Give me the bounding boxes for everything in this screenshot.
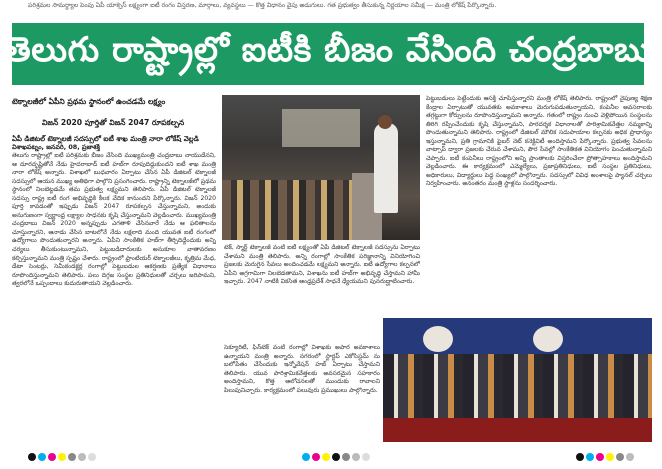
stage-group-photo [383, 318, 652, 442]
headline-banner [4, 23, 652, 85]
speaker-photo [222, 95, 420, 240]
column-2-text: టెక్, స్మార్ట్ టెక్నాలజీ వంటి ఐటీ లక్ష్యంతో ఏపీ డిజిటల్ టెక్నాలజీ సదస్సును ఏర్పాటు చేశామని మంత్రి తెలిపారు. అన్ని రంగాల్లో సాంకేతిక పరిజ్ఞానాన్ని వినియోగించి ప్రజలకు మెరుగైన సేవలు అందించడమే లక్ష్యమని అన్నారు. ఐటీ ఉద్యోగాల కల్పనలో ఏపీని అగ్రగామిగా నిలబెడతామని, విశాఖను ఐటీ హబ్‌గా అభివృద్ధి చేస్తామని హామీ ఇచ్చారు. 2047 నాటికి వికసిత ఆంధ్రప్రదేశ్ సాధనే ధ్యేయమని పునరుద్ఘాటించారు. [224, 244, 420, 286]
speaker-head [378, 115, 392, 129]
article-column-1 [12, 152, 216, 442]
column-3-text: పెట్టుబడులు పెట్టేందుకు ఆసక్తి చూపిస్తున్నారని మంత్రి లోకేష్ తెలిపారు. రాష్ట్రంలో నైపుణ్య శిక్షణ కేంద్రాల ఏర్పాటుతో యువతకు అవకాశాలు మెరుగుపడుతున్నాయని, కంపెనీల అవసరాలకు తగ్గట్టుగా కోర్సులను రూపొందిస్తున్నామని అన్నారు. గతంలో రాష్ట్రం నుంచి వెళ్లిపోయిన సంస్థలను తిరిగి రప్పించేందుకు కృషి చేస్తున్నామని, పారదర్శక విధానాలతో పారిశ్రామికవేత్తల నమ్మకాన్ని పొందుతున్నామని తెలిపారు. రాష్ట్రంలో డిజిటల్ మౌలిక సదుపాయాల కల్పనకు అధిక ప్రాధాన్యం ఇస్తున్నామని, ప్రతి గ్రామానికి ఫైబర్ నెట్ కనెక్టివిటీ అందిస్తామని పేర్కొన్నారు. ప్రభుత్వ సేవలను వాట్సాప్ ద్వారా ప్రజలకు చేరువ చేశామని, పౌర సేవల్లో సాంకేతికత వినియోగం పెంచుతున్నామని చెప్పారు. ఐటీ కంపెనీలు రాష్ట్రంలోని అన్ని ప్రాంతాలకు విస్తరించేలా ప్రోత్సాహకాలు అందిస్తామని వెల్లడించారు. ఈ కార్యక్రమంలో ఎమ్మెల్యేలు, ప్రజాప్రతినిధులు, ఐటీ సంస్థల ప్రతినిధులు, అధికారులు, విద్యార్థులు పెద్ద సంఖ్యలో పాల్గొన్నారు. సదస్సులో వివిధ అంశాలపై ప్యానల్ చర్చలు నిర్వహించారు. అనంతరం మంత్రి స్టాళ్లను సందర్శించారు. [426, 95, 652, 188]
subhead-3: ఏపీ డిజిటల్ టెక్నాలజీ సదస్సులో ఐటీ శాఖ మంత్రి నారా లోకేష్ వెల్లడి [12, 135, 199, 143]
dignitaries-row [383, 354, 652, 426]
article-column-4 [224, 344, 380, 440]
article-column-3 [426, 95, 652, 310]
top-strip [0, 0, 662, 12]
dateline: విశాఖపట్నం, జనవరి, 08, ప్రజాశక్తి [12, 143, 100, 151]
headline: తెలుగు రాష్ట్రాల్లో ఐటీకి బీజం వేసింది చంద్రబాబు [4, 30, 652, 70]
color-registration-marks [576, 453, 634, 461]
backdrop-portrait [533, 326, 563, 352]
backdrop-portrait [423, 326, 453, 352]
subhead-2: విజన్ 2020 పూర్తితో విజన్ 2047 రూపకల్పన [42, 118, 185, 127]
stage-screen [282, 109, 360, 147]
subhead-1: టెక్నాలజీలో ఏపీని ప్రథమ స్థానంలో ఉంచడమే లక్ష్యం [12, 97, 166, 106]
column-1-text: తెలుగు రాష్ట్రాల్లో ఐటీ పరిశ్రమకు బీజం వేసింది ముఖ్యమంత్రి చంద్రబాబు నాయుడేనని, ఆ దూరదృష్టితోనే నేడు హైదరాబాద్ ఐటీ హబ్‌గా రూపుదిద్దుకుందని ఐటీ శాఖ మంత్రి నారా లోకేష్ అన్నారు. విశాఖలో బుధవారం ఏర్పాటు చేసిన ఏపీ డిజిటల్ టెక్నాలజీ సదస్సులో ఆయన ముఖ్య అతిథిగా పాల్గొని ప్రసంగించారు. రాష్ట్రాన్ని టెక్నాలజీలో ప్రథమ స్థానంలో నిలబెట్టడమే తమ ప్రభుత్వ లక్ష్యమని తెలిపారు. ఏపీ డిజిటల్ టెక్నాలజీ సదస్సు రాష్ట్ర ఐటీ రంగ అభివృద్ధికి కీలక వేదిక కానుందని పేర్కొన్నారు. విజన్ 2020 పూర్తి కావడంతో ఇప్పుడు విజన్ 2047 రూపకల్పన చేస్తున్నామని, అందుకు అనుగుణంగా స్వర్ణాంధ్ర లక్ష్యాల సాధనకు కృషి చేస్తున్నామని వెల్లడించారు. ముఖ్యమంత్రి చంద్రబాబు విజన్ 2020 అన్నప్పుడు ఎగతాళి చేసినవారే నేడు ఆ ఫలితాలను చూస్తున్నారని, ఆనాడు వేసిన బాటలోనే నేడు లక్షలాది మంది యువత ఐటీ రంగంలో ఉద్యోగాలు పొందుతున్నారని అన్నారు. ఏపీని సాంకేతిక హబ్‌గా తీర్చిదిద్దేందుకు అన్ని చర్యలు తీసుకుంటున్నామని, పెట్టుబడిదారులకు అనుకూల వాతావరణం కల్పిస్తున్నామని మంత్రి స్పష్టం చేశారు. రాష్ట్రంలో ఫ్రాంటియర్ టెక్నాలజీలు, కృత్రిమ మేధ, డేటా సెంటర్లు, సెమీకండక్టర్ల రంగాల్లో పెట్టుబడుల ఆకర్షణకు ప్రత్యేక విధానాలు రూపొందిస్తున్నామని తెలిపారు. పలు దిగ్గజ సంస్థల ప్రతినిధులతో చర్చలు జరిపామని, త్వరలోనే ఒప్పందాలు కుదురుతాయని వెల్లడించారు. [12, 152, 216, 288]
color-registration-marks [302, 453, 370, 461]
stage-table [383, 418, 652, 442]
audience [222, 180, 352, 240]
top-strip-text: పరిశ్రమల సామర్థ్యాల పెంపు ఏపీ యాక్సెస్ లక్ష్యంగా ఐటీ రంగం విస్తరణ, మార్గాలు, వ్యవస్థలు — కొత్త విధానం వైపు అడుగులు. గత ప్రభుత్వం తీసుకున్న నిర్ణయాల సమీక్ష — మంత్రి లోకేష్ పేర్కొన్నారు. [28, 2, 497, 9]
color-registration-marks [28, 453, 96, 461]
print-registration-strip [0, 444, 662, 469]
speaker-figure [374, 123, 398, 213]
column-4-text: సెక్యూరిటీ, ఫిన్‌టెక్ వంటి రంగాల్లో విశాఖకు అపార అవకాశాలు ఉన్నాయని మంత్రి అన్నారు. నగరంలో స్టార్టప్ ఎకోసిస్టమ్ ను బలోపేతం చేసేందుకు ఇన్నోవేషన్ హబ్ ఏర్పాటు చేస్తామని తెలిపారు. యువ పారిశ్రామికవేత్తలకు అవసరమైన సహకారం అందిస్తామని, కొత్త ఆలోచనలతో ముందుకు రావాలని పిలుపునిచ్చారు. కార్యక్రమంలో పలువురు ప్రముఖులు పాల్గొన్నారు. [224, 344, 380, 394]
